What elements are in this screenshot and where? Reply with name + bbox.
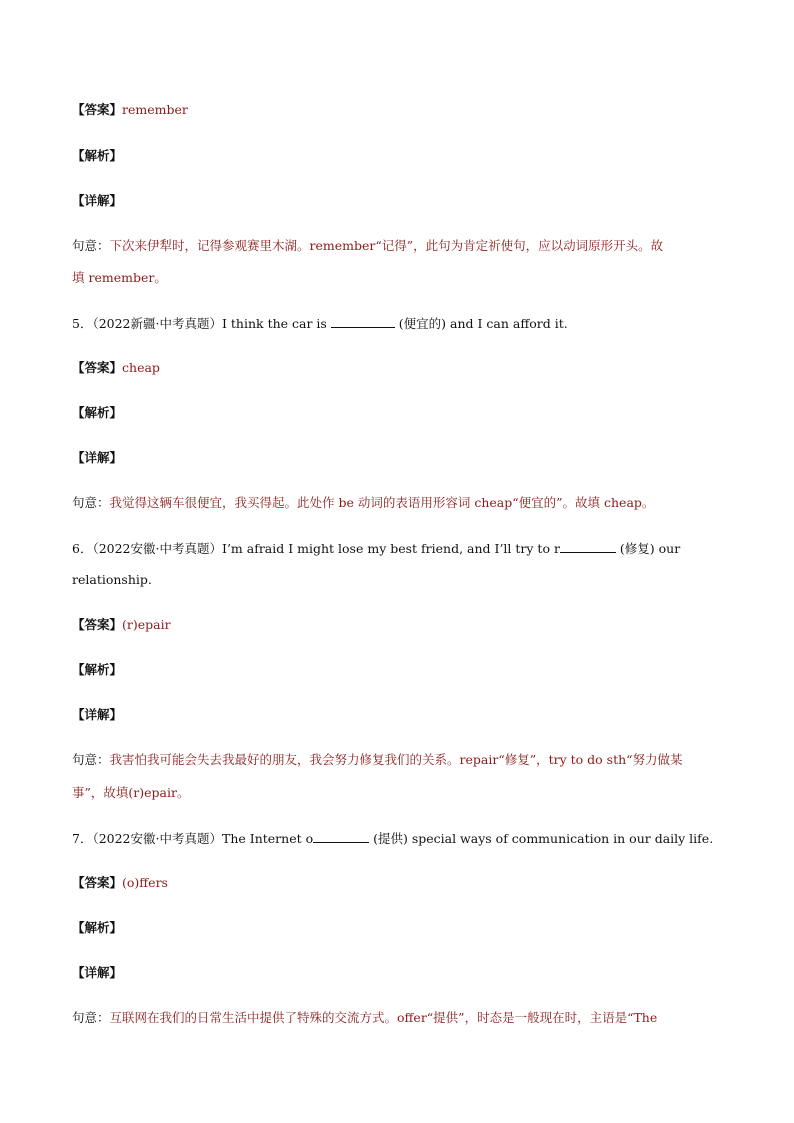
detail-line [72,783,722,803]
question-5 [72,313,722,334]
question-text: (修复) our [615,541,681,556]
answer-text: (o)ffers [122,875,168,890]
question-text: I’m afraid I might lose my best friend, and I’ll try to r [222,541,560,556]
detail-text: 互联网在我们的日常生活中提供了特殊的交流方式。offer“提供”，时态是一般现在时，主语是“The [109,1010,658,1025]
detail-text: 我害怕我可能会失去我最好的朋友，我会努力修复我们的关系。repair“修复”，try to do sth“努力做某 [109,752,683,767]
answer-line [72,615,722,635]
answer-tag: 【答案】 [72,617,123,632]
question-text: (提供) special ways of communication in our daily life. [369,831,714,846]
question-source: （2022安徽·中考真题） [92,831,222,846]
question-6 [72,538,722,559]
question-6-continued [72,570,722,590]
question-number: 6． [72,541,93,556]
detail-heading-line [72,191,722,211]
detail-line [72,268,722,288]
detail-line [72,1008,722,1028]
answer-blank [560,538,616,553]
answer-tag: 【答案】 [72,875,123,890]
detail-prefix: 句意： [72,495,110,510]
detail-text: 事”，故填(r)epair。 [72,785,190,800]
analysis-tag: 【解析】 [72,662,123,677]
answer-line [72,873,722,893]
detail-tag: 【详解】 [72,965,123,980]
answer-text: cheap [122,360,160,375]
analysis-line [72,146,722,166]
answer-text: (r)epair [122,617,171,632]
detail-prefix: 句意： [72,1010,110,1025]
question-text: The Internet o [222,831,314,846]
question-source: （2022安徽·中考真题） [92,541,222,556]
detail-prefix: 句意： [72,752,110,767]
answer-tag: 【答案】 [72,360,123,375]
detail-line [72,750,722,770]
question-text: (便宜的) and I can afford it. [394,316,568,331]
question-source: （2022新疆·中考真题） [92,316,222,331]
analysis-tag: 【解析】 [72,920,123,935]
detail-line [72,493,722,513]
analysis-line [72,918,722,938]
answer-blank [331,313,395,328]
detail-tag: 【详解】 [72,707,123,722]
analysis-tag: 【解析】 [72,148,123,163]
answer-tag: 【答案】 [72,102,123,117]
detail-prefix: 句意： [72,238,110,253]
detail-text: 填 remember。 [72,270,167,285]
answer-blank [313,828,369,843]
detail-heading-line [72,963,722,983]
answer-line [72,100,722,120]
question-text: I think the car is [222,316,331,331]
question-7 [72,828,722,849]
analysis-line [72,660,722,680]
question-text: relationship. [72,572,152,587]
detail-text: 下次来伊犁时，记得参观赛里木湖。remember“记得”，此句为肯定祈使句，应以动词原形开头。故 [109,238,664,253]
question-number: 7． [72,831,93,846]
answer-text: remember [122,102,188,117]
analysis-line [72,403,722,423]
answer-line [72,358,722,378]
detail-heading-line [72,448,722,468]
detail-text: 我觉得这辆车很便宜，我买得起。此处作 be 动词的表语用形容词 cheap“便宜的”。故填 cheap。 [109,495,655,510]
detail-tag: 【详解】 [72,193,123,208]
detail-heading-line [72,705,722,725]
detail-line [72,236,722,256]
detail-tag: 【详解】 [72,450,123,465]
question-number: 5． [72,316,93,331]
analysis-tag: 【解析】 [72,405,123,420]
